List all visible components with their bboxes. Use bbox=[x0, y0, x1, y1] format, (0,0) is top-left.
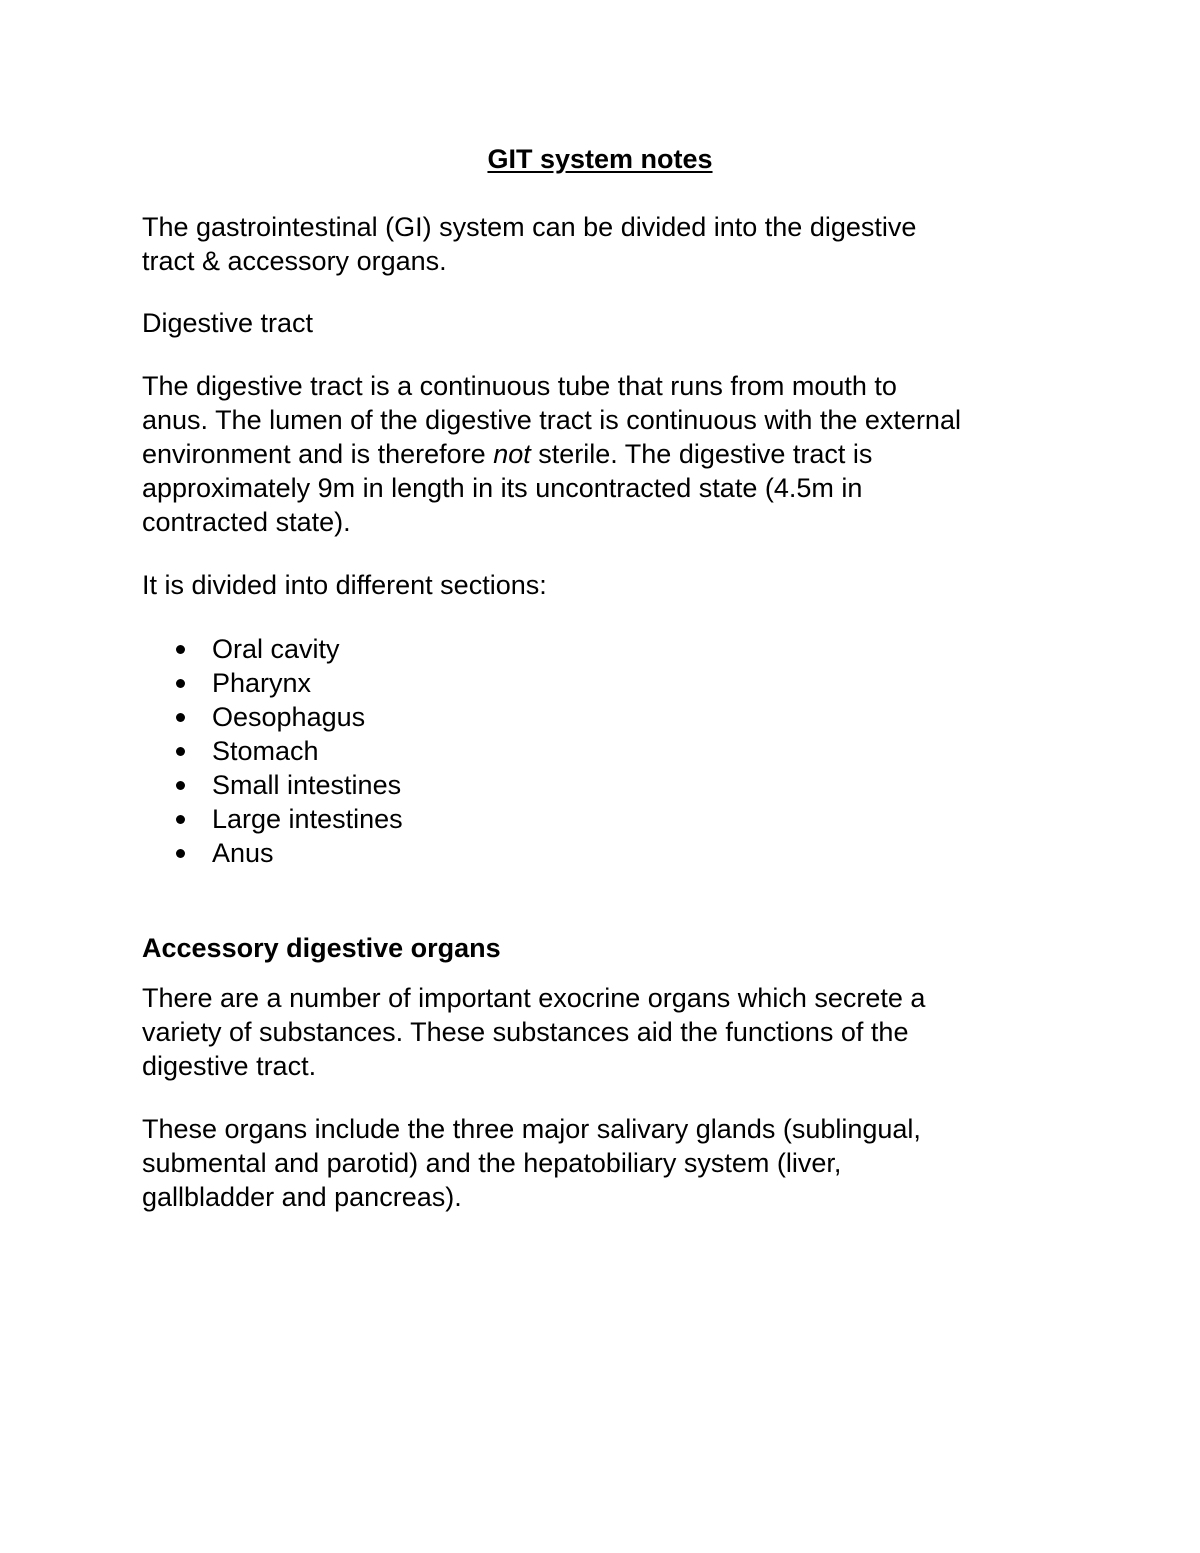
list-item bbox=[0, 836, 600, 870]
bullet-icon bbox=[176, 781, 185, 790]
list-item-text: Oesophagus bbox=[212, 702, 366, 732]
accessory-para-1-line-1: There are a number of important exocrine organs which secrete a bbox=[142, 983, 926, 1013]
list-item bbox=[0, 700, 600, 734]
bullet-icon bbox=[176, 849, 185, 858]
digestive-tract-line-5: contracted state). bbox=[142, 507, 351, 537]
accessory-heading: Accessory digestive organs bbox=[142, 933, 501, 963]
list-item bbox=[0, 802, 600, 836]
digestive-tract-line-2: anus. The lumen of the digestive tract is continuous with the external bbox=[142, 405, 961, 435]
emphasis-text: not bbox=[493, 439, 531, 469]
list-item-text: Large intestines bbox=[212, 804, 403, 834]
digestive-tract-line-3 bbox=[142, 437, 872, 471]
list-item bbox=[0, 734, 600, 768]
line-3-after-text: sterile. The digestive tract is bbox=[530, 439, 873, 469]
bullet-icon bbox=[176, 679, 185, 688]
accessory-para-2-line-1: These organs include the three major salivary glands (sublingual, bbox=[142, 1114, 921, 1144]
intro-line-2: tract & accessory organs. bbox=[142, 246, 447, 276]
bullet-icon bbox=[176, 645, 185, 654]
digestive-tract-line-4: approximately 9m in length in its uncontracted state (4.5m in bbox=[142, 473, 863, 503]
accessory-para-2-line-3: gallbladder and pancreas). bbox=[142, 1182, 462, 1212]
sections-intro: It is divided into different sections: bbox=[142, 570, 547, 600]
line-3-before-text: environment and is therefore bbox=[142, 439, 494, 469]
accessory-para-2-line-2: submental and parotid) and the hepatobiliary system (liver, bbox=[142, 1148, 842, 1178]
sections-list bbox=[0, 632, 600, 870]
accessory-para-1-line-2: variety of substances. These substances aid the functions of the bbox=[142, 1017, 909, 1047]
list-item bbox=[0, 768, 600, 802]
list-item bbox=[0, 666, 600, 700]
list-item-text: Anus bbox=[212, 838, 274, 868]
bullet-icon bbox=[176, 747, 185, 756]
list-item-text: Small intestines bbox=[212, 770, 402, 800]
digestive-tract-heading: Digestive tract bbox=[142, 308, 314, 338]
bullet-icon bbox=[176, 713, 185, 722]
list-item bbox=[0, 632, 600, 666]
list-item-text: Oral cavity bbox=[212, 634, 340, 664]
list-item-text: Pharynx bbox=[212, 668, 312, 698]
digestive-tract-line-1: The digestive tract is a continuous tube that runs from mouth to bbox=[142, 371, 897, 401]
accessory-para-1-line-3: digestive tract. bbox=[142, 1051, 317, 1081]
list-item-text: Stomach bbox=[212, 736, 319, 766]
bullet-icon bbox=[176, 815, 185, 824]
intro-line-1: The gastrointestinal (GI) system can be divided into the digestive bbox=[142, 212, 917, 242]
document-title: GIT system notes bbox=[487, 144, 713, 174]
